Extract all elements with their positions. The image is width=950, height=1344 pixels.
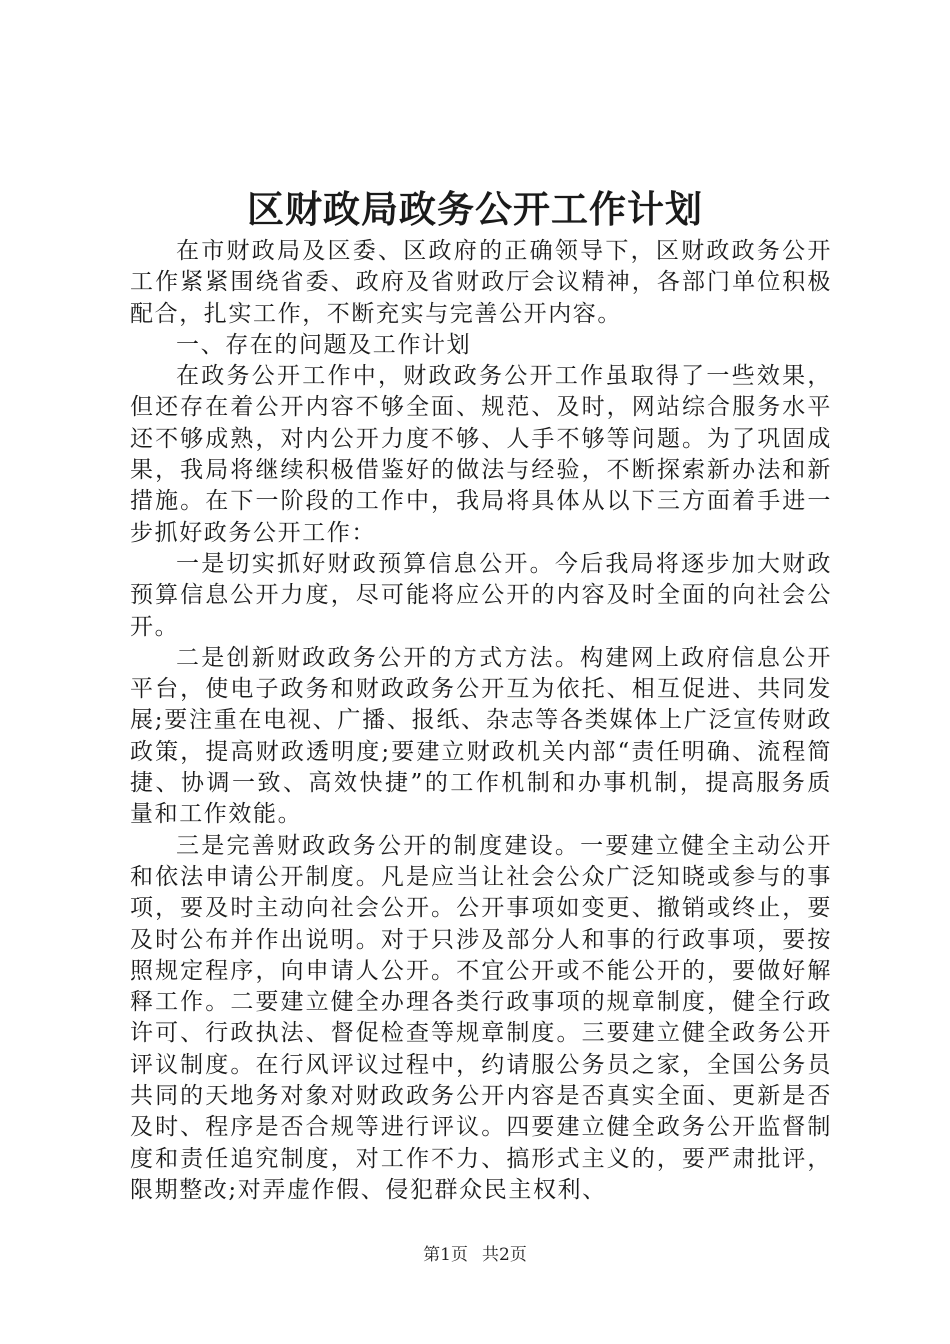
document-body [130, 236, 832, 1206]
document-title: 区财政局政务公开工作计划 [247, 187, 703, 231]
paragraph-problems: 在政务公开工作中，财政政务公开工作虽取得了一些效果，但还存在着公开内容不够全面、规范、及时，网站综合服务水平还不够成熟，对内公开力度不够、人手不够等问题。为了巩固成果，我局将继续积极借鉴好的做法与经验，不断探索新办法和新措施。在下一阶段的工作中，我局将具体从以下三方面着手进一步抓好政务公开工作： [130, 363, 832, 546]
section-heading-1: 一、存在的问题及工作计划 [176, 331, 472, 358]
paragraph-point-3: 三是完善财政政务公开的制度建设。一要建立健全主动公开和依法申请公开制度。凡是应当让社会公众广泛知晓或参与的事项，要及时主动向社会公开。公开事项如变更、撤销或终止，要及时公布并作出说明。对于只涉及部分人和事的行政事项，要按照规定程序，向申请人公开。不宜公开或不能公开的，要做好解释工作。二要建立健全办理各类行政事项的规章制度，健全行政许可、行政执法、督促检查等规章制度。三要建立健全政务公开评议制度。在行风评议过程中，约请服公务员之家，全国公务员共同的天地务对象对财政政务公开内容是否真实全面、更新是否及时、程序是否合规等进行评议。四要建立健全政务公开监督制度和责任追究制度，对工作不力、搞形式主义的，要严肃批评，限期整改;对弄虚作假、侵犯群众民主权利、 [130, 832, 832, 1203]
page-footer [0, 1244, 950, 1266]
paragraph-point-2: 二是创新财政政务公开的方式方法。构建网上政府信息公开平台，使电子政务和财政政务公开互为依托、相互促进、共同发展;要注重在电视、广播、报纸、杂志等各类媒体上广泛宣传财政政策，提高财政透明度;要建立财政机关内部“责任明确、流程简捷、协调一致、高效快捷”的工作机制和办事机制，提高服务质量和工作效能。 [130, 644, 832, 828]
paragraph-intro: 在市财政局及区委、区政府的正确领导下，区财政政务公开工作紧紧围绕省委、政府及省财政厅会议精神，各部门单位积极配合，扎实工作，不断充实与完善公开内容。 [130, 238, 832, 327]
page-number: 第1页 [423, 1245, 468, 1265]
paragraph-point-1: 一是切实抓好财政预算信息公开。今后我局将逐步加大财政预算信息公开力度，尽可能将应公开的内容及时全面的向社会公开。 [130, 550, 832, 640]
page-total: 共2页 [482, 1245, 527, 1265]
